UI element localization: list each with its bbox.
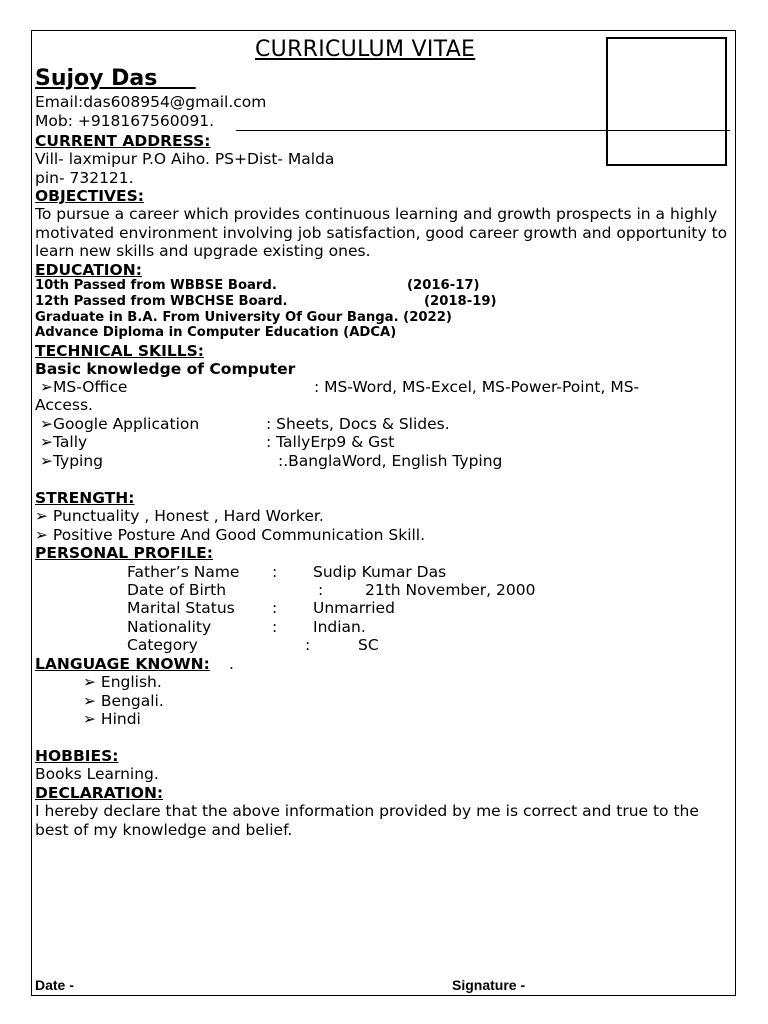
objectives-heading: OBJECTIVES: <box>35 187 145 205</box>
language-item: ➢ Hindi <box>83 710 141 728</box>
hobbies-heading: HOBBIES: <box>35 747 119 765</box>
language-heading: LANGUAGE KNOWN: <box>35 655 210 673</box>
skill-label: ➢Google Application <box>40 415 200 433</box>
skill-label: ➢Tally <box>40 433 88 451</box>
declaration-text: I hereby declare that the above information provided by me is correct and true to the best of my knowledge and belief. <box>35 802 699 839</box>
profile-separator: : <box>305 636 311 654</box>
personal-heading: PERSONAL PROFILE: <box>35 544 213 562</box>
profile-separator: : <box>272 618 278 636</box>
objectives-text: To pursue a career which provides continuous learning and growth prospects in a highly motivated environment involving job satisfaction, good career growth and opportunity to learn new skills and upgrade existing ones. <box>35 205 728 260</box>
strength-item: ➢ Positive Posture And Good Communication Skill. <box>35 526 426 544</box>
skill-value: : Sheets, Docs & Slides. <box>266 415 450 433</box>
skill-value: :.BanglaWord, English Typing <box>278 452 503 470</box>
language-heading-trail: . <box>229 655 234 673</box>
technical-subheading: Basic knowledge of Computer <box>35 360 296 378</box>
profile-value: Sudip Kumar Das <box>313 563 447 581</box>
technical-heading: TECHNICAL SKILLS: <box>35 342 204 360</box>
profile-value: Indian. <box>313 618 366 636</box>
profile-value: 21th November, 2000 <box>365 581 536 599</box>
photo-placeholder <box>606 37 727 166</box>
language-item: ➢ Bengali. <box>83 692 164 710</box>
profile-label: Category <box>127 636 198 654</box>
education-item-label: Advance Diploma in Computer Education (ADCA) <box>35 325 397 340</box>
profile-separator: : <box>272 563 278 581</box>
profile-label: Date of Birth <box>127 581 227 599</box>
profile-value: SC <box>358 636 379 654</box>
education-heading: EDUCATION: <box>35 261 142 279</box>
skill-value: : MS-Word, MS-Excel, MS-Power-Point, MS- <box>314 378 640 396</box>
email-text: Email:das608954@gmail.com <box>35 93 267 111</box>
education-item-year: (2018-19) <box>424 294 497 309</box>
skill-value: : TallyErp9 & Gst <box>266 433 395 451</box>
profile-label: Marital Status <box>127 599 235 617</box>
date-label: Date - <box>35 977 74 993</box>
education-item-year: (2016-17) <box>407 278 480 293</box>
skill-label: ➢MS-Office <box>40 378 128 396</box>
mobile-text: Mob: +918167560091. <box>35 112 215 130</box>
education-item-label: 12th Passed from WBCHSE Board. <box>35 294 288 309</box>
profile-label: Nationality <box>127 618 212 636</box>
profile-value: Unmarried <box>313 599 395 617</box>
skill-label: Access. <box>35 396 93 414</box>
address-line-1: Vill- laxmipur P.O Aiho. PS+Dist- Malda <box>35 150 335 168</box>
language-item: ➢ English. <box>83 673 162 691</box>
education-item-label: Graduate in B.A. From University Of Gour Banga. (2022) <box>35 310 452 325</box>
profile-separator: : <box>318 581 324 599</box>
candidate-name: Sujoy Das <box>35 66 158 91</box>
profile-label: Father’s Name <box>127 563 240 581</box>
strength-item: ➢ Punctuality , Honest , Hard Worker. <box>35 507 324 525</box>
header-divider <box>236 130 730 131</box>
education-item-label: 10th Passed from WBBSE Board. <box>35 278 277 293</box>
address-heading: CURRENT ADDRESS: <box>35 132 211 150</box>
strength-heading: STRENGTH: <box>35 489 135 507</box>
skill-label: ➢Typing <box>40 452 104 470</box>
address-line-2: pin- 732121. <box>35 169 134 187</box>
profile-separator: : <box>272 599 278 617</box>
declaration-heading: DECLARATION: <box>35 784 164 802</box>
signature-label: Signature - <box>452 977 526 993</box>
document-title: CURRICULUM VITAE <box>255 37 476 62</box>
hobbies-text: Books Learning. <box>35 765 159 783</box>
